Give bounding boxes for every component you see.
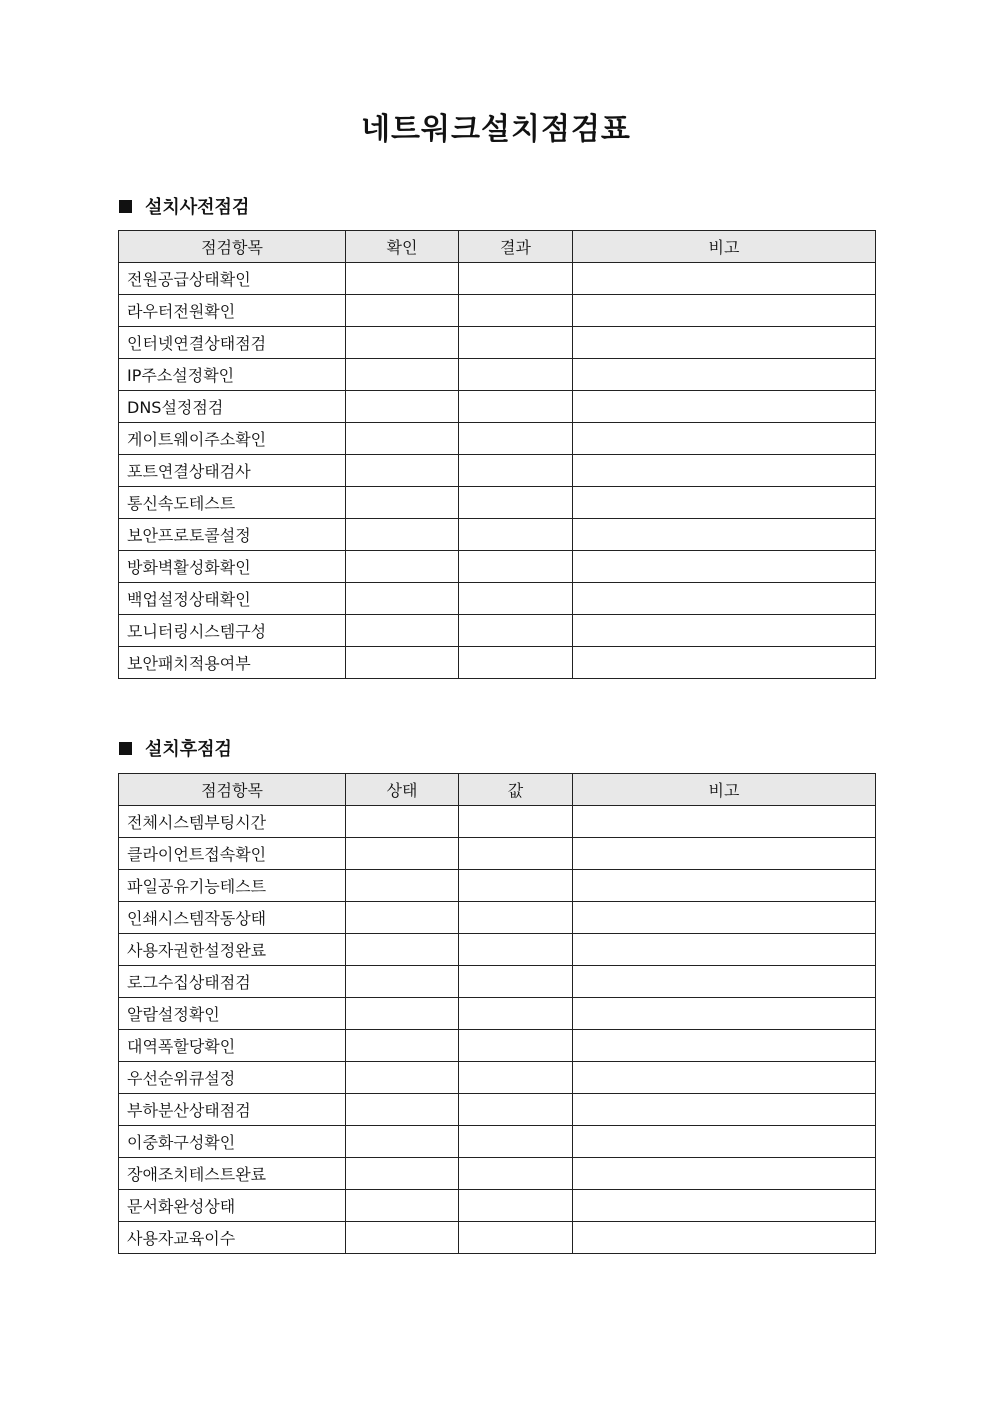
table-row xyxy=(119,1030,876,1062)
table-row xyxy=(119,934,876,966)
remarks-cell[interactable] xyxy=(573,1190,876,1222)
cell-col3[interactable] xyxy=(459,966,573,998)
cell-col3[interactable] xyxy=(459,359,573,391)
cell-col3[interactable] xyxy=(459,423,573,455)
cell-col2[interactable] xyxy=(346,966,459,998)
table-header-row xyxy=(119,231,876,263)
cell-col2[interactable] xyxy=(346,615,459,647)
cell-col3[interactable] xyxy=(459,1158,573,1190)
check-item-label: 이중화구성확인 xyxy=(119,1126,346,1158)
table-row xyxy=(119,1126,876,1158)
check-item-label: 대역폭할당확인 xyxy=(119,1030,346,1062)
check-item-label: 우선순위큐설정 xyxy=(119,1062,346,1094)
remarks-cell[interactable] xyxy=(573,423,876,455)
remarks-cell[interactable] xyxy=(573,295,876,327)
cell-col2[interactable] xyxy=(346,1094,459,1126)
table-row xyxy=(119,870,876,902)
remarks-cell[interactable] xyxy=(573,1062,876,1094)
cell-col2[interactable] xyxy=(346,455,459,487)
check-item-label: 전원공급상태확인 xyxy=(119,263,346,295)
remarks-cell[interactable] xyxy=(573,1030,876,1062)
remarks-cell[interactable] xyxy=(573,934,876,966)
table-row xyxy=(119,551,876,583)
check-item-label: 알람설정확인 xyxy=(119,998,346,1030)
cell-col2[interactable] xyxy=(346,870,459,902)
table-row xyxy=(119,615,876,647)
remarks-cell[interactable] xyxy=(573,838,876,870)
remarks-cell[interactable] xyxy=(573,806,876,838)
remarks-cell[interactable] xyxy=(573,998,876,1030)
cell-col2[interactable] xyxy=(346,519,459,551)
cell-col3[interactable] xyxy=(459,1126,573,1158)
cell-col2[interactable] xyxy=(346,647,459,679)
check-item-label: IP주소설정확인 xyxy=(119,359,346,391)
table-row xyxy=(119,1158,876,1190)
table-row xyxy=(119,487,876,519)
cell-col3[interactable] xyxy=(459,902,573,934)
section-heading-label: 설치후점검 xyxy=(145,739,232,760)
section-heading-post-install xyxy=(119,735,232,761)
cell-col3[interactable] xyxy=(459,1094,573,1126)
check-item-label: DNS설정점검 xyxy=(119,391,346,423)
cell-col2[interactable] xyxy=(346,295,459,327)
check-item-label: 문서화완성상태 xyxy=(119,1190,346,1222)
check-item-label: 인쇄시스템작동상태 xyxy=(119,902,346,934)
cell-col2[interactable] xyxy=(346,1158,459,1190)
column-header-result: 결과 xyxy=(459,231,573,263)
table-row xyxy=(119,583,876,615)
check-item-label: 장애조치테스트완료 xyxy=(119,1158,346,1190)
remarks-cell[interactable] xyxy=(573,327,876,359)
column-header-remarks: 비고 xyxy=(573,231,876,263)
check-item-label: 모니터링시스템구성 xyxy=(119,615,346,647)
check-item-label: 로그수집상태점검 xyxy=(119,966,346,998)
cell-col3[interactable] xyxy=(459,519,573,551)
table-row xyxy=(119,647,876,679)
table-row xyxy=(119,295,876,327)
check-item-label: 포트연결상태검사 xyxy=(119,455,346,487)
cell-col3[interactable] xyxy=(459,615,573,647)
remarks-cell[interactable] xyxy=(573,966,876,998)
remarks-cell[interactable] xyxy=(573,1094,876,1126)
table-row xyxy=(119,423,876,455)
table-row xyxy=(119,966,876,998)
remarks-cell[interactable] xyxy=(573,519,876,551)
remarks-cell[interactable] xyxy=(573,1126,876,1158)
check-item-label: 백업설정상태확인 xyxy=(119,583,346,615)
cell-col3[interactable] xyxy=(459,1222,573,1254)
column-header-item: 점검항목 xyxy=(119,774,346,806)
cell-col3[interactable] xyxy=(459,870,573,902)
check-item-label: 인터넷연결상태점검 xyxy=(119,327,346,359)
column-header-remarks: 비고 xyxy=(573,774,876,806)
table-row xyxy=(119,902,876,934)
cell-col2[interactable] xyxy=(346,1222,459,1254)
cell-col3[interactable] xyxy=(459,487,573,519)
section-heading-label: 설치사전점검 xyxy=(145,197,250,218)
remarks-cell[interactable] xyxy=(573,1158,876,1190)
cell-col2[interactable] xyxy=(346,934,459,966)
table-row xyxy=(119,838,876,870)
cell-col3[interactable] xyxy=(459,583,573,615)
table-row xyxy=(119,1094,876,1126)
pre-install-checklist-table xyxy=(118,230,876,679)
check-item-label: 방화벽활성화확인 xyxy=(119,551,346,583)
cell-col3[interactable] xyxy=(459,806,573,838)
remarks-cell[interactable] xyxy=(573,263,876,295)
cell-col3[interactable] xyxy=(459,391,573,423)
cell-col2[interactable] xyxy=(346,902,459,934)
column-header-status: 상태 xyxy=(346,774,459,806)
cell-col2[interactable] xyxy=(346,487,459,519)
remarks-cell[interactable] xyxy=(573,551,876,583)
table-header-row xyxy=(119,774,876,806)
page-title: 네트워크설치점검표 xyxy=(361,112,631,147)
cell-col2[interactable] xyxy=(346,391,459,423)
cell-col2[interactable] xyxy=(346,327,459,359)
column-header-value: 값 xyxy=(459,774,573,806)
check-item-label: 사용자교육이수 xyxy=(119,1222,346,1254)
check-item-label: 클라이언트접속확인 xyxy=(119,838,346,870)
post-install-checklist-table xyxy=(118,773,876,1254)
check-item-label: 보안프로토콜설정 xyxy=(119,519,346,551)
table-row xyxy=(119,263,876,295)
table-row xyxy=(119,1062,876,1094)
table-body xyxy=(119,806,876,1254)
table-row xyxy=(119,359,876,391)
cell-col3[interactable] xyxy=(459,551,573,583)
check-item-label: 라우터전원확인 xyxy=(119,295,346,327)
check-item-label: 보안패치적용여부 xyxy=(119,647,346,679)
cell-col3[interactable] xyxy=(459,455,573,487)
remarks-cell[interactable] xyxy=(573,870,876,902)
remarks-cell[interactable] xyxy=(573,583,876,615)
remarks-cell[interactable] xyxy=(573,359,876,391)
cell-col2[interactable] xyxy=(346,423,459,455)
cell-col2[interactable] xyxy=(346,806,459,838)
table-row xyxy=(119,1222,876,1254)
section-heading-pre-install xyxy=(119,193,249,219)
cell-col3[interactable] xyxy=(459,1030,573,1062)
check-item-label: 파일공유기능테스트 xyxy=(119,870,346,902)
remarks-cell[interactable] xyxy=(573,902,876,934)
table-row xyxy=(119,391,876,423)
remarks-cell[interactable] xyxy=(573,455,876,487)
check-item-label: 전체시스템부팅시간 xyxy=(119,806,346,838)
cell-col3[interactable] xyxy=(459,647,573,679)
check-item-label: 부하분산상태점검 xyxy=(119,1094,346,1126)
remarks-cell[interactable] xyxy=(573,1222,876,1254)
cell-col2[interactable] xyxy=(346,583,459,615)
cell-col2[interactable] xyxy=(346,1126,459,1158)
remarks-cell[interactable] xyxy=(573,487,876,519)
table-row xyxy=(119,327,876,359)
cell-col2[interactable] xyxy=(346,1190,459,1222)
table-body xyxy=(119,263,876,679)
column-header-item: 점검항목 xyxy=(119,231,346,263)
cell-col2[interactable] xyxy=(346,1030,459,1062)
table-row xyxy=(119,1190,876,1222)
column-header-check: 확인 xyxy=(346,231,459,263)
check-item-label: 게이트웨이주소확인 xyxy=(119,423,346,455)
cell-col2[interactable] xyxy=(346,998,459,1030)
remarks-cell[interactable] xyxy=(573,647,876,679)
cell-col2[interactable] xyxy=(346,359,459,391)
check-item-label: 통신속도테스트 xyxy=(119,487,346,519)
remarks-cell[interactable] xyxy=(573,615,876,647)
cell-col3[interactable] xyxy=(459,263,573,295)
table-row xyxy=(119,806,876,838)
cell-col3[interactable] xyxy=(459,1062,573,1094)
table-row xyxy=(119,998,876,1030)
cell-col3[interactable] xyxy=(459,998,573,1030)
cell-col2[interactable] xyxy=(346,838,459,870)
cell-col3[interactable] xyxy=(459,327,573,359)
remarks-cell[interactable] xyxy=(573,391,876,423)
cell-col3[interactable] xyxy=(459,295,573,327)
check-item-label: 사용자권한설정완료 xyxy=(119,934,346,966)
cell-col3[interactable] xyxy=(459,934,573,966)
table-row xyxy=(119,519,876,551)
square-bullet-icon xyxy=(119,742,132,755)
cell-col2[interactable] xyxy=(346,551,459,583)
square-bullet-icon xyxy=(119,200,132,213)
cell-col3[interactable] xyxy=(459,838,573,870)
cell-col3[interactable] xyxy=(459,1190,573,1222)
cell-col2[interactable] xyxy=(346,263,459,295)
cell-col2[interactable] xyxy=(346,1062,459,1094)
table-row xyxy=(119,455,876,487)
